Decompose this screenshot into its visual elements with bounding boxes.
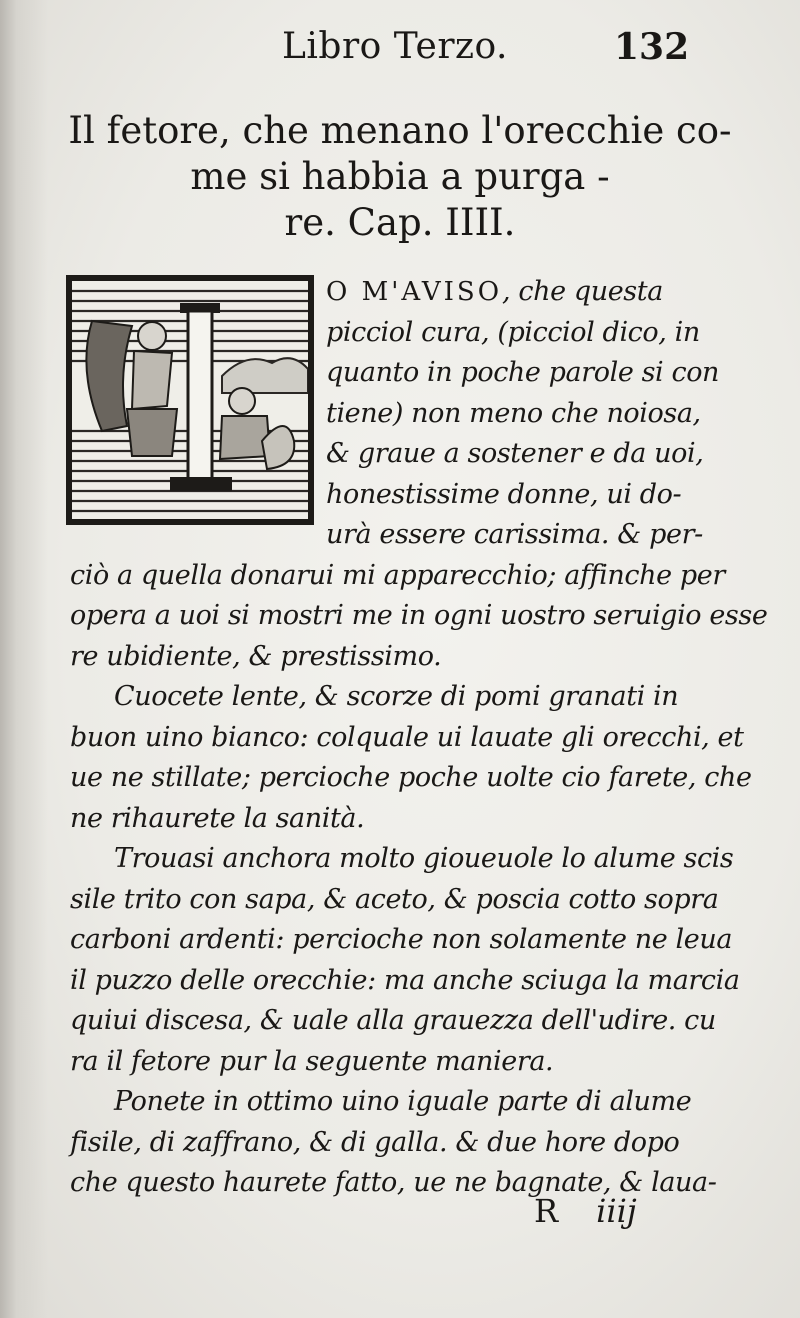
text-line: urà essere carissima. & per- [326, 519, 703, 550]
page-number: 132 [614, 26, 690, 68]
text-line: carboni ardenti: percioche non solamente ne leua [70, 924, 733, 955]
text-line: quanto in poche parole si con [326, 357, 720, 388]
chapter-title-line: Il fetore, che menano l'orecchie co- [68, 109, 732, 152]
text-line: honestissime donne, ui do- [326, 478, 682, 510]
text-line [70, 272, 730, 313]
text-line: opera a uoi si mostri me in ogni uostro seruigio esse [70, 600, 768, 631]
text-line: tiene) non meno che noiosa, [326, 397, 701, 429]
signature-mark [534, 1192, 637, 1230]
text-line: ne rihaurete la sanità. [70, 802, 365, 834]
chapter-title [0, 108, 800, 246]
text-fragment: , che questa [502, 276, 663, 307]
text-line: ue ne stillate; percioche poche uolte cio farete, che [70, 762, 752, 793]
text-line: fisile, di zaffrano, & di galla. & due hore dopo [70, 1126, 680, 1158]
text-line: ciò a quella donarui mi apparecchio; affinche per [70, 559, 725, 591]
chapter-title-line: re. Cap. IIII. [284, 201, 516, 244]
opening-words: O M'AVISO [326, 277, 503, 307]
body-text [70, 272, 768, 1204]
running-head [0, 20, 800, 70]
text-line: il puzzo delle orecchie: ma anche sciuga la marcia [70, 964, 740, 996]
text-line: buon uino bianco: colquale ui lauate gli orecchi, et [70, 721, 744, 753]
text-line: Ponete in ottimo uino iguale parte di alume [114, 1086, 692, 1117]
text-line: sile trito con sapa, & aceto, & poscia cotto sopra [70, 883, 719, 915]
signature-letter: R [534, 1192, 559, 1230]
text-line: che questo haurete fatto, ue ne bagnate, & laua- [70, 1167, 717, 1198]
signature-number: iiij [596, 1192, 637, 1230]
text-line: picciol cura, (picciol dico, in [326, 316, 700, 348]
chapter-title-line: me si habbia a purga - [190, 155, 610, 198]
text-line: quiui discesa, & uale alla grauezza dell'udire. cu [70, 1005, 716, 1036]
text-line: re ubidiente, & prestissimo. [70, 640, 442, 672]
text-line: & graue a sostener e da uoi, [326, 438, 704, 469]
running-head-title: Libro Terzo. [282, 26, 508, 67]
text-line: ra il fetore pur la seguente maniera. [70, 1045, 554, 1077]
text-line: Cuocete lente, & scorze di pomi granati in [114, 681, 679, 712]
text-line: Trouasi anchora molto gioueuole lo alume scis [114, 843, 734, 874]
